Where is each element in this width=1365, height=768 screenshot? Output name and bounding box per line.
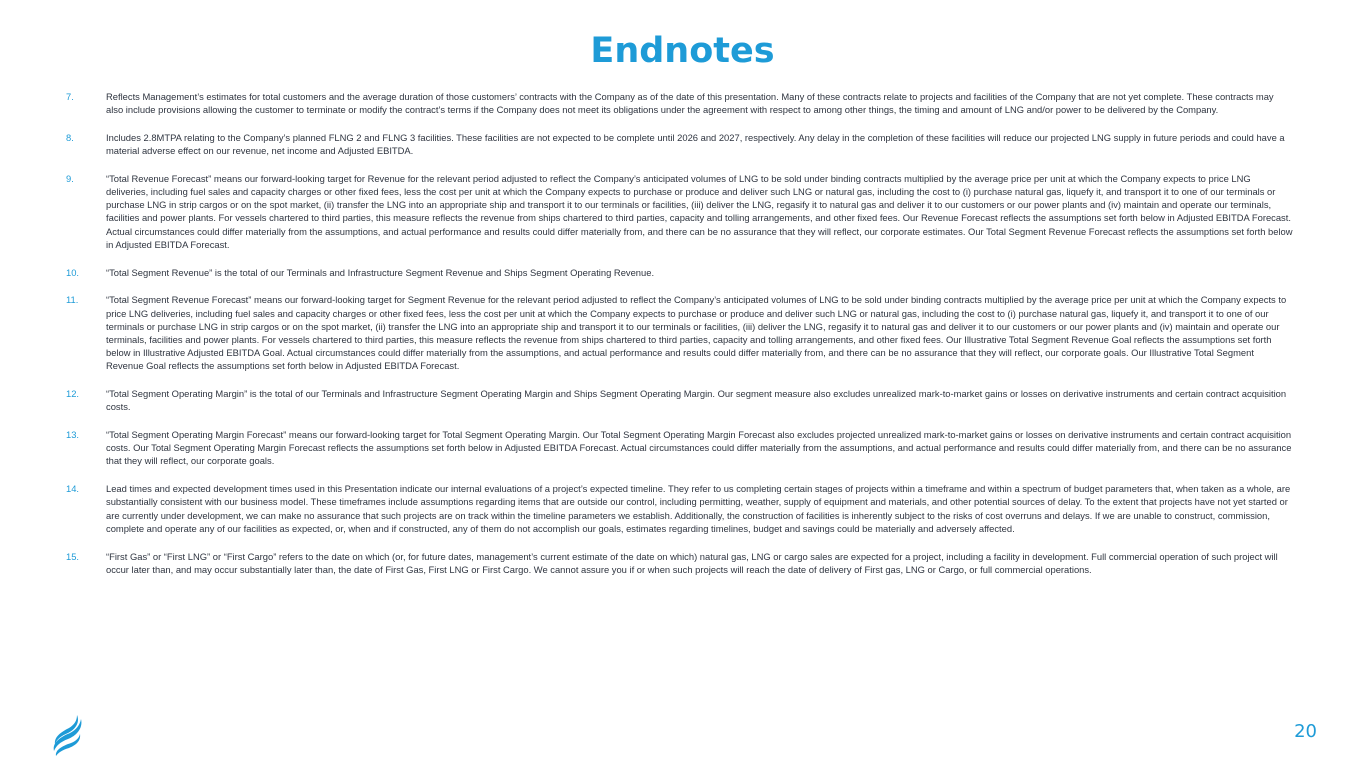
endnote-text: “First Gas” or “First LNG” or “First Cargo” refers to the date on which (or, for future dates, management’s current estimate of the date on which) natural gas, LNG or cargo sales are expected for a project, including a facility in development. Full commercial operation of such project will occur later than, and may occur substantially later than, the date of First Gas, First LNG or First Cargo. We cannot assure you if or when such projects will reach the date of delivery of First gas, LNG or Cargo, or full commercial operations.	[106, 550, 1278, 575]
endnote-text: “Total Revenue Forecast” means our forward-looking target for Revenue for the relevant period adjusted to reflect the Company’s anticipated volumes of LNG to be sold under binding contracts multiplied by the average price per unit at which the Company expects to price LNG deliveries, including fuel sales and capacity charges or other fixed fees, less the cost per unit at which the Company expects to purchase or produce and deliver such LNG or natural gas, including the cost to (i) purchase natural gas, liquefy it, and transport it to one of our terminals or purchase LNG in strip cargos or on the spot market, (ii) transfer the LNG into an appropriate ship and transport it to our terminals or facilities, (iii) deliver the LNG, regasify it to natural gas and deliver it to our customers or our power plants and (iv) maintain and operate our terminals, facilities and power plants. For vessels chartered to third parties, this measure reflects the revenue from ships chartered to third parties, capacity and tolling arrangements, and other fixed fees. Our Revenue Forecast reflects the assumptions set forth below in Adjusted EBITDA Forecast. Actual circumstances could differ materially from the assumptions, and actual performance and results could differ materially from, and there can be no assurance that they will reflect, our corporate estimates. Our Total Segment Revenue Forecast reflects the assumptions set forth below in Adjusted EBITDA Forecast.	[106, 173, 1293, 250]
endnote-text: “Total Segment Revenue Forecast” means our forward-looking target for Segment Revenue for the relevant period adjusted to reflect the Company’s anticipated volumes of LNG to be sold under binding contracts multiplied by the average price per unit at which the Company expects to price LNG deliveries, including fuel sales and capacity charges or other fixed fees, less the cost per unit at which the Company expects to purchase or produce and deliver such LNG or natural gas, including the cost to (i) purchase natural gas, liquefy it, and transport it to one of our terminals or purchase LNG in strip cargos or on the spot market, (ii) transfer the LNG into an appropriate ship and transport it to our terminals or facilities, (iii) deliver the LNG, regasify it to natural gas and deliver it to our customers or our power plants and (iv) maintain and operate our terminals, facilities and power plants. For vessels chartered to third parties, this measure reflects the revenue from ships chartered to third parties, capacity and tolling arrangements, and other fixed fees. Our Illustrative Total Segment Revenue Goal reflects the assumptions set forth below in Illustrative Adjusted EBITDA Goal. Actual circumstances could differ materially from the assumptions, and actual performance and results could differ materially from, and there can be no assurance that they will reflect, our corporate goals. Our Illustrative Total Segment Revenue Goal reflects the assumptions set forth below in Adjusted EBITDA Forecast.	[106, 294, 1287, 372]
endnote-number: 8.	[66, 132, 74, 143]
endnote-number: 12.	[66, 388, 80, 400]
endnote-item	[66, 293, 1293, 372]
endnote-text: Lead times and expected development times used in this Presentation indicate our internal evaluations of a project’s expected timeline. They refer to us completing certain stages of projects within a timeframe and within a spectrum of budget parameters that, when taken as a whole, are substantially consistent with our business model. These timeframes include assumptions regarding items that are outside our control, including permitting, weather, supply of equipment and materials, and other potential sources of delay. To the extent that projects have not yet started or are currently under development, we can make no assurance that such projects are on track within the timeline parameters we establish. Additionally, the construction of facilities is inherently subject to the risks of cost overruns and delays. If we are unable to construct, commission, complete and operate any of our facilities as expected, or, when and if constructed, any of them do not accomplish our goals, estimates regarding timelines, budget and savings could be materially and adversely affected.	[106, 483, 1291, 534]
endnote-number: 15.	[66, 550, 80, 562]
endnote-number: 10.	[66, 266, 80, 278]
page-title: Endnotes	[590, 31, 775, 71]
endnote-number: 14.	[66, 483, 80, 495]
endnote-item	[66, 90, 1293, 116]
endnote-number: 11.	[66, 294, 79, 306]
endnote-item	[66, 550, 1293, 576]
endnote-text: “Total Segment Operating Margin” is the total of our Terminals and Infrastructure Segment Operating Margin and Ships Segment Operating Margin. Our segment measure also excludes unrealized mark-to-market gains or losses on derivative instruments and certain contract acquisition costs.	[106, 388, 1287, 413]
endnotes-list	[66, 90, 1293, 591]
endnote-text: Includes 2.8MTPA relating to the Company’s planned FLNG 2 and FLNG 3 facilities. These facilities are not expected to be complete until 2026 and 2027, respectively. Any delay in the completion of these facilities will reduce our projected LNG supply in future periods and could have a material adverse effect on our revenue, net income and Adjusted EBITDA.	[106, 132, 1285, 157]
endnote-number: 13.	[66, 429, 80, 441]
page-number: 20	[1294, 721, 1317, 742]
endnote-item	[66, 266, 1293, 279]
endnote-item	[66, 482, 1293, 535]
endnote-item	[66, 428, 1293, 467]
endnote-item	[66, 131, 1293, 157]
endnote-text: “Total Segment Revenue” is the total of our Terminals and Infrastructure Segment Revenue and Ships Segment Operating Revenue.	[106, 266, 655, 278]
flame-logo-icon	[50, 713, 82, 757]
endnote-item	[66, 172, 1293, 251]
endnote-text: “Total Segment Operating Margin Forecast” means our forward-looking target for Total Segment Operating Margin. Our Total Segment Operating Margin Forecast also excludes projected unrealized mark-to-market gains or losses on derivative instruments and certain contract acquisition costs. Our Total Segment Operating Margin Forecast reflects the assumptions set forth below in Adjusted EBITDA Forecast. Actual circumstances could differ materially from the assumptions, and actual performance and results could differ materially from, and there can be no assurance that they will reflect, our corporate goals.	[106, 429, 1292, 467]
endnote-number: 9.	[66, 173, 74, 184]
endnote-text: Reflects Management’s estimates for total customers and the average duration of those customers’ contracts with the Company as of the date of this presentation. Many of these contracts relate to projects and facilities of the Company that are not yet complete. These contracts may also include provisions allowing the customer to terminate or modify the contract’s terms if the Company does not meet its obligations under the agreement with respect to among other things, the timing and amount of LNG and/or power to be delivered by the Company.	[106, 91, 1274, 116]
endnote-item	[66, 387, 1293, 413]
endnote-number: 7.	[66, 91, 74, 102]
